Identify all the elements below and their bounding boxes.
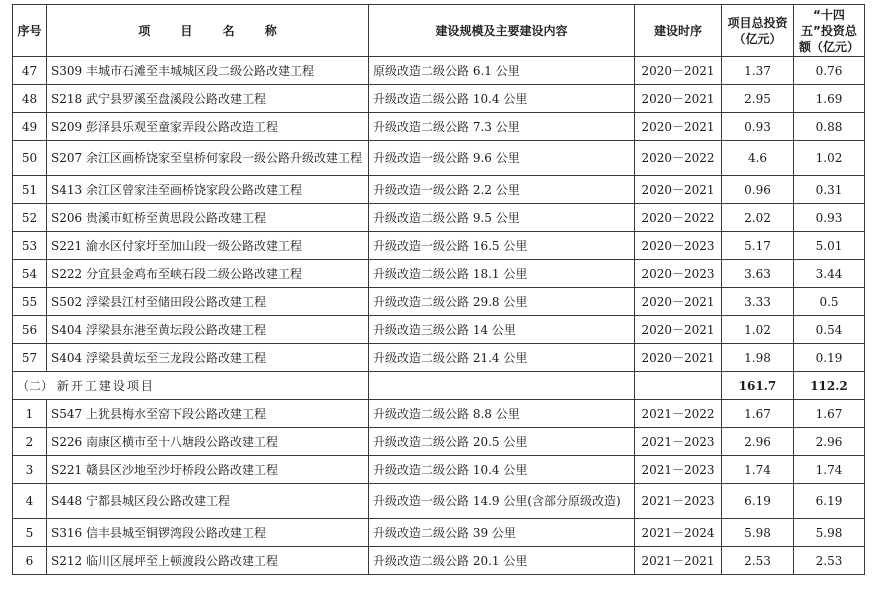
row-total-investment: 0.93 [722, 113, 794, 141]
table-row [13, 456, 865, 484]
row-scale: 升级改造二级公路 39 公里 [369, 519, 635, 547]
row-project-name: S206 贵溪市虹桥至黄思段公路改建工程 [47, 204, 369, 232]
header-scale: 建设规模及主要建设内容 [369, 5, 635, 57]
row-seq: 5 [13, 519, 47, 547]
table-body-new [13, 400, 865, 575]
row-total-investment: 2.53 [722, 547, 794, 575]
row-scale: 升级改造二级公路 8.8 公里 [369, 400, 635, 428]
section-fiveyear: 112.2 [794, 372, 865, 400]
row-total-investment: 3.33 [722, 288, 794, 316]
header-fiveyear: “十四五”投资总额（亿元） [794, 5, 865, 57]
table-row [13, 344, 865, 372]
row-period: 2021－2022 [635, 400, 722, 428]
table-row [13, 316, 865, 344]
table-row [13, 232, 865, 260]
row-period: 2020－2022 [635, 141, 722, 176]
header-period: 建设时序 [635, 5, 722, 57]
table-row [13, 260, 865, 288]
row-total-investment: 1.67 [722, 400, 794, 428]
table-row [13, 288, 865, 316]
row-period: 2020－2021 [635, 113, 722, 141]
row-seq: 55 [13, 288, 47, 316]
row-project-name: S221 渝水区付家圩至加山段一级公路改建工程 [47, 232, 369, 260]
row-period: 2020－2023 [635, 260, 722, 288]
row-seq: 53 [13, 232, 47, 260]
row-project-name: S448 宁都县城区段公路改建工程 [47, 484, 369, 519]
section-title-cell [13, 372, 369, 400]
row-project-name: S221 赣县区沙地至沙圩桥段公路改建工程 [47, 456, 369, 484]
row-project-name: S316 信丰县城至铜锣湾段公路改建工程 [47, 519, 369, 547]
row-project-name: S404 浮梁县黄坛至三龙段公路改建工程 [47, 344, 369, 372]
row-total-investment: 2.96 [722, 428, 794, 456]
row-project-name: S502 浮梁县江村至储田段公路改建工程 [47, 288, 369, 316]
row-seq: 49 [13, 113, 47, 141]
row-project-name: S309 丰城市石滩至丰城城区段二级公路改建工程 [47, 57, 369, 85]
row-total-investment: 1.98 [722, 344, 794, 372]
row-seq: 6 [13, 547, 47, 575]
row-scale: 升级改造三级公路 14 公里 [369, 316, 635, 344]
row-seq: 51 [13, 176, 47, 204]
section-scale-cell [369, 372, 635, 400]
row-scale: 原级改造二级公路 6.1 公里 [369, 57, 635, 85]
section-total: 161.7 [722, 372, 794, 400]
row-total-investment: 1.37 [722, 57, 794, 85]
row-fiveyear-investment: 2.96 [794, 428, 865, 456]
row-seq: 52 [13, 204, 47, 232]
row-total-investment: 3.63 [722, 260, 794, 288]
row-scale: 升级改造二级公路 10.4 公里 [369, 85, 635, 113]
row-fiveyear-investment: 0.31 [794, 176, 865, 204]
row-seq: 3 [13, 456, 47, 484]
header-total: 项目总投资（亿元） [722, 5, 794, 57]
table-row [13, 204, 865, 232]
row-total-investment: 6.19 [722, 484, 794, 519]
table-body-continued [13, 57, 865, 372]
row-seq: 1 [13, 400, 47, 428]
row-seq: 50 [13, 141, 47, 176]
row-seq: 56 [13, 316, 47, 344]
table-row [13, 57, 865, 85]
row-project-name: S413 余江区曾家洼至画桥饶家段公路改建工程 [47, 176, 369, 204]
row-scale: 升级改造一级公路 9.6 公里 [369, 141, 635, 176]
row-fiveyear-investment: 5.01 [794, 232, 865, 260]
row-period: 2021－2023 [635, 484, 722, 519]
section-period-cell [635, 372, 722, 400]
row-seq: 57 [13, 344, 47, 372]
row-period: 2021－2021 [635, 547, 722, 575]
row-project-name: S547 上犹县梅水至窑下段公路改建工程 [47, 400, 369, 428]
row-scale: 升级改造二级公路 29.8 公里 [369, 288, 635, 316]
row-scale: 升级改造二级公路 20.1 公里 [369, 547, 635, 575]
row-total-investment: 1.74 [722, 456, 794, 484]
section-label: （二） [17, 378, 54, 393]
row-project-name: S218 武宁县罗溪至盘溪段公路改建工程 [47, 85, 369, 113]
row-fiveyear-investment: 1.67 [794, 400, 865, 428]
row-scale: 升级改造一级公路 2.2 公里 [369, 176, 635, 204]
row-fiveyear-investment: 1.74 [794, 456, 865, 484]
row-seq: 47 [13, 57, 47, 85]
table-row [13, 547, 865, 575]
row-total-investment: 2.95 [722, 85, 794, 113]
row-seq: 54 [13, 260, 47, 288]
row-fiveyear-investment: 5.98 [794, 519, 865, 547]
row-scale: 升级改造二级公路 18.1 公里 [369, 260, 635, 288]
row-fiveyear-investment: 1.69 [794, 85, 865, 113]
row-total-investment: 4.6 [722, 141, 794, 176]
row-fiveyear-investment: 3.44 [794, 260, 865, 288]
header-row [13, 5, 865, 57]
project-table [12, 4, 865, 575]
project-table-wrapper [12, 4, 865, 575]
row-fiveyear-investment: 0.19 [794, 344, 865, 372]
row-project-name: S226 南康区横市至十八塘段公路改建工程 [47, 428, 369, 456]
row-scale: 升级改造二级公路 21.4 公里 [369, 344, 635, 372]
row-scale: 升级改造二级公路 10.4 公里 [369, 456, 635, 484]
table-row [13, 400, 865, 428]
row-fiveyear-investment: 0.76 [794, 57, 865, 85]
row-fiveyear-investment: 0.93 [794, 204, 865, 232]
row-fiveyear-investment: 0.54 [794, 316, 865, 344]
table-row [13, 176, 865, 204]
row-project-name: S207 余江区画桥饶家至皇桥何家段一级公路升级改建工程 [47, 141, 369, 176]
section-row [13, 372, 865, 400]
row-project-name: S212 临川区展坪至上顿渡段公路改建工程 [47, 547, 369, 575]
header-seq: 序号 [13, 5, 47, 57]
section-title: 新开工建设项目 [56, 378, 155, 393]
row-scale: 升级改造一级公路 16.5 公里 [369, 232, 635, 260]
row-fiveyear-investment: 0.88 [794, 113, 865, 141]
row-project-name: S209 彭泽县乐观至童家弄段公路改造工程 [47, 113, 369, 141]
row-period: 2020－2021 [635, 344, 722, 372]
row-seq: 4 [13, 484, 47, 519]
table-row [13, 141, 865, 176]
row-total-investment: 1.02 [722, 316, 794, 344]
row-fiveyear-investment: 1.02 [794, 141, 865, 176]
row-scale: 升级改造一级公路 14.9 公里(含部分原级改造) [369, 484, 635, 519]
row-period: 2021－2023 [635, 428, 722, 456]
row-project-name: S404 浮梁县东港至黄坛段公路改建工程 [47, 316, 369, 344]
row-period: 2020－2021 [635, 288, 722, 316]
table-section [13, 372, 865, 400]
row-period: 2020－2021 [635, 316, 722, 344]
row-period: 2021－2023 [635, 456, 722, 484]
row-period: 2020－2021 [635, 176, 722, 204]
row-period: 2021－2024 [635, 519, 722, 547]
row-scale: 升级改造二级公路 9.5 公里 [369, 204, 635, 232]
table-header [13, 5, 865, 57]
row-period: 2020－2021 [635, 85, 722, 113]
row-total-investment: 5.17 [722, 232, 794, 260]
row-total-investment: 2.02 [722, 204, 794, 232]
row-total-investment: 5.98 [722, 519, 794, 547]
row-fiveyear-investment: 2.53 [794, 547, 865, 575]
row-period: 2020－2022 [635, 204, 722, 232]
row-scale: 升级改造二级公路 7.3 公里 [369, 113, 635, 141]
row-total-investment: 0.96 [722, 176, 794, 204]
header-name: 项 目 名 称 [47, 5, 369, 57]
table-row [13, 85, 865, 113]
table-row [13, 428, 865, 456]
row-fiveyear-investment: 6.19 [794, 484, 865, 519]
row-period: 2020－2021 [635, 57, 722, 85]
row-fiveyear-investment: 0.5 [794, 288, 865, 316]
row-project-name: S222 分宜县金鸡布至峡石段二级公路改建工程 [47, 260, 369, 288]
row-period: 2020－2023 [635, 232, 722, 260]
row-scale: 升级改造二级公路 20.5 公里 [369, 428, 635, 456]
table-row [13, 113, 865, 141]
row-seq: 48 [13, 85, 47, 113]
row-seq: 2 [13, 428, 47, 456]
table-row [13, 484, 865, 519]
table-row [13, 519, 865, 547]
